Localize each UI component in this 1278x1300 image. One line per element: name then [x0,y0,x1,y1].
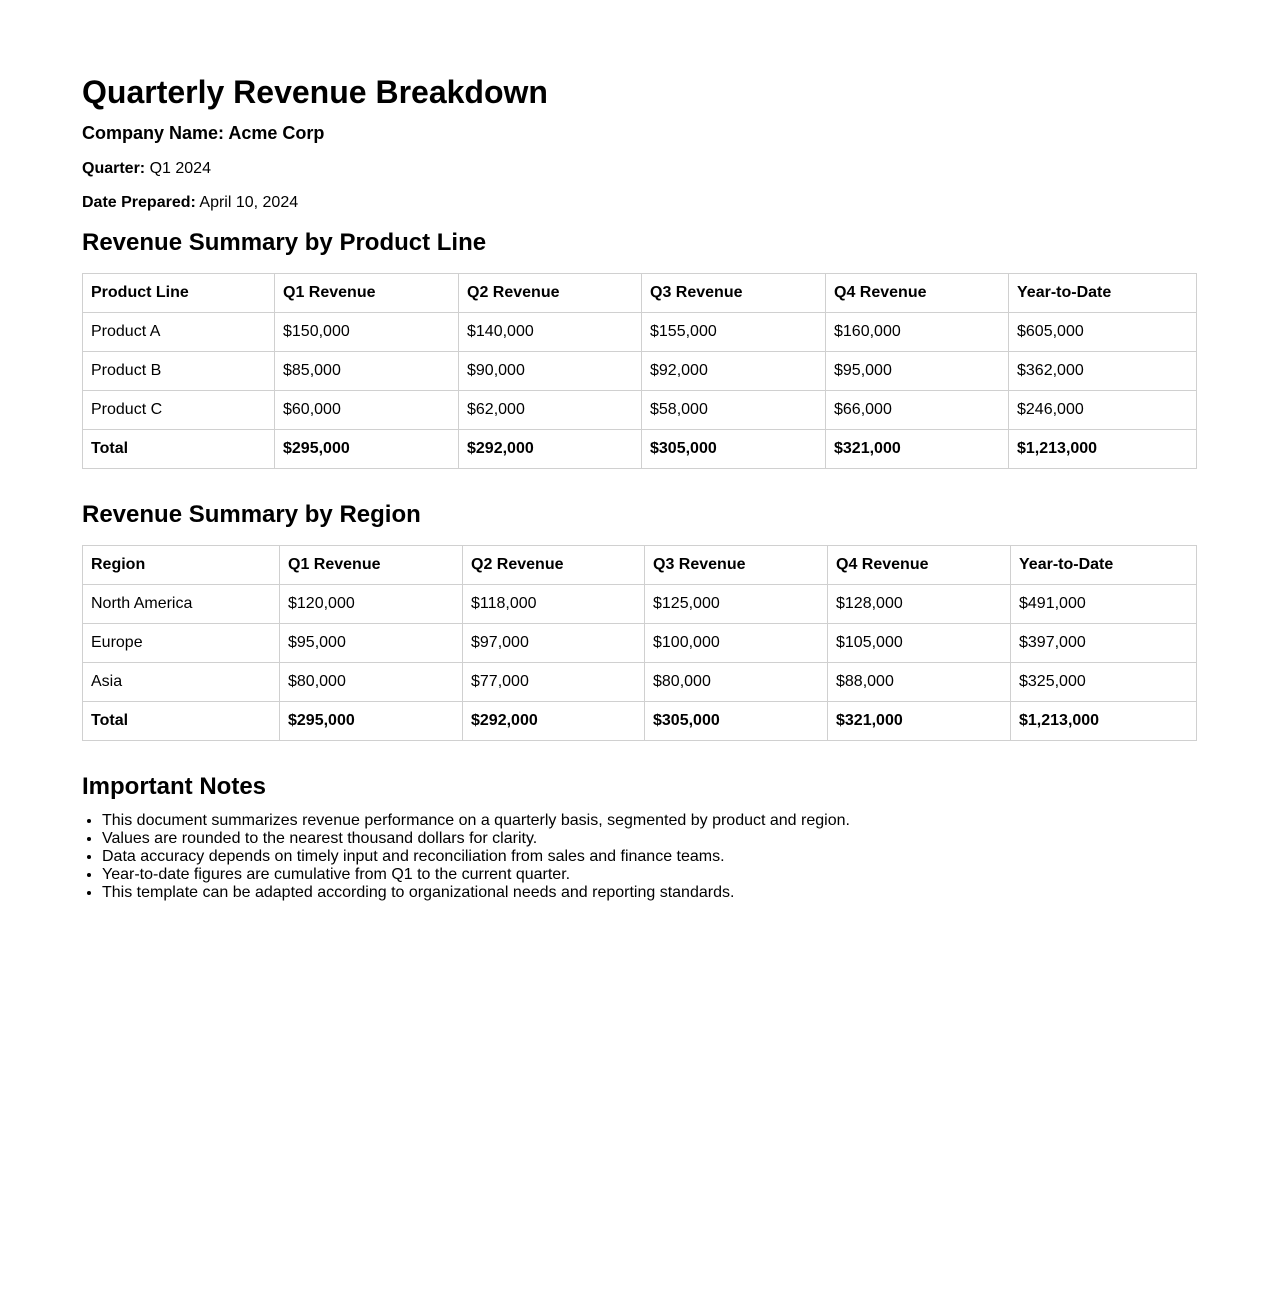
table-cell: $58,000 [642,391,826,430]
table-row [83,624,1197,663]
table-cell: $321,000 [826,430,1009,469]
table-cell: Product B [83,352,275,391]
table-cell: Product C [83,391,275,430]
table-cell: $60,000 [275,391,459,430]
list-item: • Data accuracy depends on timely input and reconciliation from sales and finance teams. [102,848,1202,866]
column-header: Product Line [83,274,275,313]
table-cell: Asia [83,663,280,702]
table-cell: $128,000 [828,585,1011,624]
table-cell: $125,000 [645,585,828,624]
list-item: • This document summarizes revenue performance on a quarterly basis, segmented by product and region. [102,812,1202,830]
table-row [83,352,1197,391]
date-prepared-label: Date Prepared: [82,194,196,211]
quarter-line [82,159,211,179]
table-cell: $150,000 [275,313,459,352]
table-cell: $397,000 [1011,624,1197,663]
page-title: Quarterly Revenue Breakdown [82,74,548,110]
date-prepared-line [82,193,298,213]
notes-list [82,812,1202,902]
table-cell: $295,000 [275,430,459,469]
company-label: Company Name: [82,123,225,143]
column-header: Q2 Revenue [459,274,642,313]
region-section-heading: Revenue Summary by Region [82,501,421,528]
table-header-row [83,546,1197,585]
list-item: • Year-to-date figures are cumulative from Q1 to the current quarter. [102,866,1202,884]
table-cell: $325,000 [1011,663,1197,702]
column-header: Q4 Revenue [826,274,1009,313]
table-total-row [83,430,1197,469]
column-header: Year-to-Date [1011,546,1197,585]
quarter-label: Quarter: [82,160,146,177]
table-cell: North America [83,585,280,624]
list-item: • Values are rounded to the nearest thousand dollars for clarity. [102,830,1202,848]
table-cell: $80,000 [645,663,828,702]
company-value: Acme Corp [228,123,325,143]
column-header: Region [83,546,280,585]
table-cell: $491,000 [1011,585,1197,624]
table-cell: $140,000 [459,313,642,352]
region-revenue-table [82,545,1197,741]
table-cell: $295,000 [280,702,463,741]
table-cell: $160,000 [826,313,1009,352]
table-cell: $90,000 [459,352,642,391]
notes-heading: Important Notes [82,773,267,800]
table-cell: $120,000 [280,585,463,624]
table-cell: $66,000 [826,391,1009,430]
table-total-row [83,702,1197,741]
table-cell: Europe [83,624,280,663]
table-cell: $62,000 [459,391,642,430]
table-cell: $95,000 [280,624,463,663]
column-header: Q3 Revenue [642,274,826,313]
product-section-heading: Revenue Summary by Product Line [82,229,487,256]
table-cell: $80,000 [280,663,463,702]
table-cell: $305,000 [645,702,828,741]
table-cell: Product A [83,313,275,352]
table-cell: $105,000 [828,624,1011,663]
table-cell: $292,000 [459,430,642,469]
table-cell: $362,000 [1009,352,1197,391]
table-cell: $321,000 [828,702,1011,741]
table-row [83,585,1197,624]
table-cell: $605,000 [1009,313,1197,352]
table-cell: $1,213,000 [1011,702,1197,741]
column-header: Q2 Revenue [463,546,645,585]
column-header: Q1 Revenue [280,546,463,585]
table-row [83,313,1197,352]
product-revenue-table [82,273,1197,469]
table-cell: $155,000 [642,313,826,352]
table-cell: Total [83,702,280,741]
table-row [83,663,1197,702]
company-name [82,122,324,144]
table-cell: $100,000 [645,624,828,663]
table-cell: $95,000 [826,352,1009,391]
column-header: Q1 Revenue [275,274,459,313]
table-cell: $292,000 [463,702,645,741]
quarter-value: Q1 2024 [149,160,211,177]
table-row [83,391,1197,430]
column-header: Q4 Revenue [828,546,1011,585]
table-cell: $1,213,000 [1009,430,1197,469]
table-cell: $305,000 [642,430,826,469]
column-header: Year-to-Date [1009,274,1197,313]
table-cell: $92,000 [642,352,826,391]
table-cell: $88,000 [828,663,1011,702]
table-cell: $97,000 [463,624,645,663]
date-prepared-value: April 10, 2024 [199,194,299,211]
table-cell: $118,000 [463,585,645,624]
list-item: • This template can be adapted according to organizational needs and reporting standards. [102,884,1202,902]
table-cell: Total [83,430,275,469]
table-cell: $85,000 [275,352,459,391]
table-cell: $246,000 [1009,391,1197,430]
table-cell: $77,000 [463,663,645,702]
table-header-row [83,274,1197,313]
column-header: Q3 Revenue [645,546,828,585]
